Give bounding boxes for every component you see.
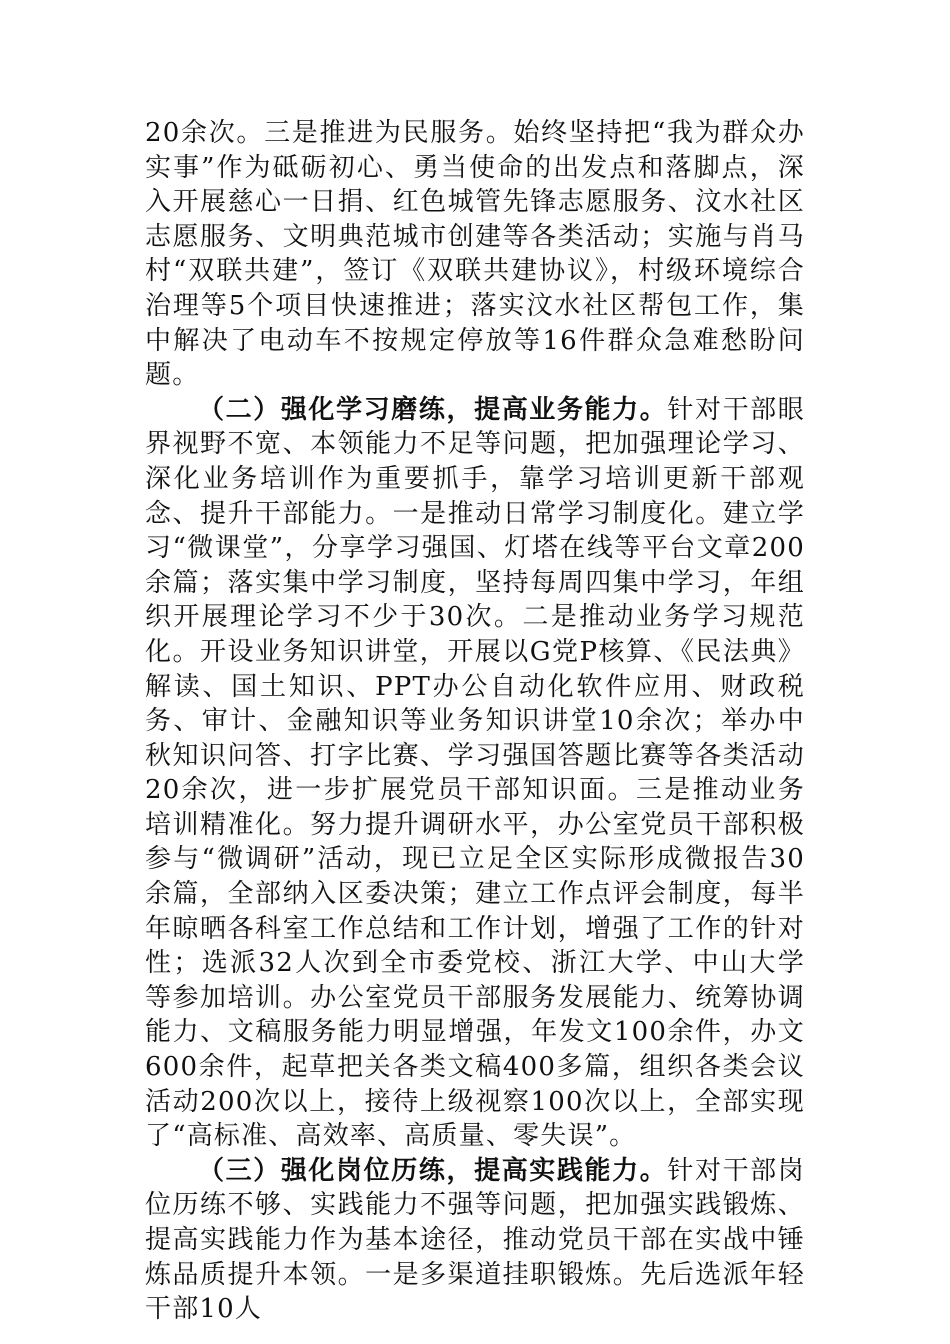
paragraph-section-3 xyxy=(145,1154,805,1327)
section-heading: （二）强化学习磨练，提高业务能力。 xyxy=(198,394,668,425)
paragraph-continued xyxy=(145,116,805,393)
paragraph-text: 针对干部岗位历练不够、实践能力不强等问题，把加强实践锻炼、提高实践能力作为基本途径，推动党员干部在实战中锤炼品质提升本领。一是多渠道挂职锻炼。先后选派年轻干部10人 xyxy=(145,1155,805,1325)
document-body xyxy=(145,116,805,1327)
paragraph-text: 20余次。三是推进为民服务。始终坚持把“我为群众办实事”作为砥砺初心、勇当使命的出发点和落脚点，深入开展慈心一日捐、红色城管先锋志愿服务、汶水社区志愿服务、文明典范城市创建等各类活动；实施与肖马村“双联共建”，签订《双联共建协议》，村级环境综合治理等5个项目快速推进；落实汶水社区帮包工作，集中解决了电动车不按规定停放等16件群众急难愁盼问题。 xyxy=(145,118,805,391)
section-heading: （三）强化岗位历练，提高实践能力。 xyxy=(198,1155,668,1186)
paragraph-section-2 xyxy=(145,393,805,1154)
paragraph-text: 针对干部眼界视野不宽、本领能力不足等问题，把加强理论学习、深化业务培训作为重要抓手，靠学习培训更新干部观念、提升干部能力。一是推动日常学习制度化。建立学习“微课堂”，分享学习强国、灯塔在线等平台文章200余篇；落实集中学习制度，坚持每周四集中学习，年组织开展理论学习不少于30次。二是推动业务学习规范化。开设业务知识讲堂，开展以G党P核算、《民法典》解读、国土知识、PPT办公自动化软件应用、财政税务、审计、金融知识等业务知识讲堂10余次；举办中秋知识问答、打字比赛、学习强国答题比赛等各类活动20余次，进一步扩展党员干部知识面。三是推动业务培训精准化。努力提升调研水平，办公室党员干部积极参与“微调研”活动，现已立足全区实际形成微报告30余篇，全部纳入区委决策；建立工作点评会制度，每半年晾晒各科室工作总结和工作计划，增强了工作的针对性；选派32人次到全市委党校、浙江大学、中山大学等参加培训。办公室党员干部服务发展能力、统筹协调能力、文稿服务能力明显增强，年发文100余件，办文600余件，起草把关各类文稿400多篇，组织各类会议活动200次以上，接待上级视察100次以上，全部实现了“高标准、高效率、高质量、零失误”。 xyxy=(145,394,805,1152)
